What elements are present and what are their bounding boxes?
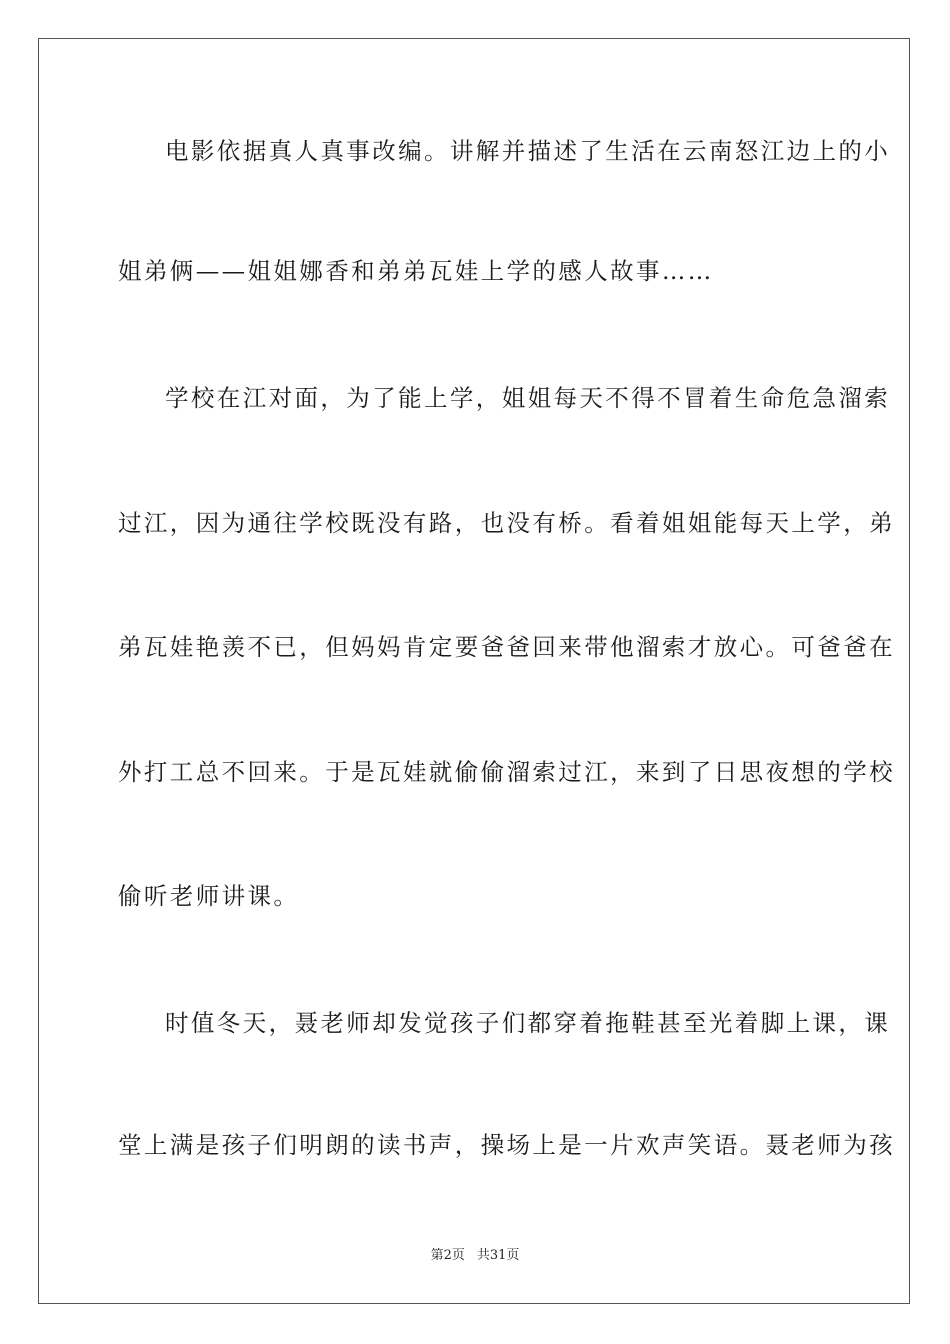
paragraph-2-line-5: 偷听老师讲课。 [118,882,300,910]
page-total: 共31页 [476,1248,520,1263]
page-number: 第2页 [430,1248,465,1263]
paragraph-2-line-2: 过江，因为通往学校既没有路，也没有桥。看着姐姐能每天上学，弟 [118,509,895,537]
paragraph-1-line-1: 电影依据真人真事改编。讲解并描述了生活在云南怒江边上的小 [165,137,891,165]
paragraph-2-line-4: 外打工总不回来。于是瓦娃就偷偷溜索过江，来到了日思夜想的学校 [118,758,895,786]
paragraph-2-line-1: 学校在江对面，为了能上学，姐姐每天不得不冒着生命危急溜索 [165,384,891,412]
paragraph-2-line-3: 弟瓦娃艳羡不已，但妈妈肯定要爸爸回来带他溜索才放心。可爸爸在 [118,633,895,661]
page-footer [0,1247,950,1265]
paragraph-1-line-2: 姐弟俩——姐姐娜香和弟弟瓦娃上学的感人故事…… [118,257,714,285]
page-border [38,38,910,1304]
paragraph-3-line-2: 堂上满是孩子们明朗的读书声，操场上是一片欢声笑语。聂老师为孩 [118,1131,895,1159]
paragraph-3-line-1: 时值冬天，聂老师却发觉孩子们都穿着拖鞋甚至光着脚上课，课 [165,1009,891,1037]
